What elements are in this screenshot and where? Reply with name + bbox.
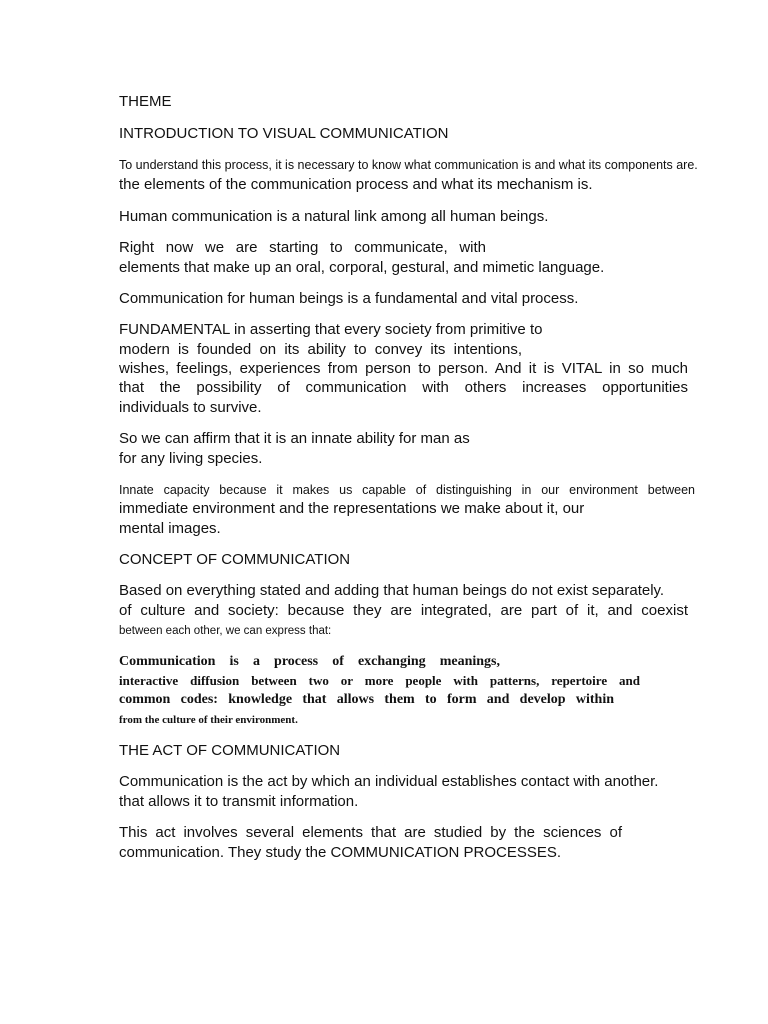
paragraph-line: Communication for human beings is a fundamental and vital process. (119, 290, 579, 307)
quote-line: Communication is a process of exchanging meanings, (119, 654, 500, 669)
paragraph-line: for any living species. (119, 450, 263, 467)
paragraph-line: elements that make up an oral, corporal, gestural, and mimetic language. (119, 259, 605, 276)
paragraph-line: Based on everything stated and adding that human beings do not exist separately. (119, 582, 665, 599)
paragraph-line: Communication is the act by which an individual establishes contact with another. (119, 773, 659, 790)
paragraph-line: To understand this process, it is necessary to know what communication is and what its components are. (119, 158, 698, 172)
paragraph-line: Right now we are starting to communicate, with (119, 239, 486, 256)
document-title: INTRODUCTION TO VISUAL COMMUNICATION (119, 125, 449, 142)
paragraph-line: communication. They study the COMMUNICATION PROCESSES. (119, 844, 562, 861)
theme-label: THEME (119, 93, 172, 110)
paragraph-line: So we can affirm that it is an innate ability for man as (119, 430, 470, 447)
paragraph-line: Human communication is a natural link among all human beings. (119, 208, 549, 225)
paragraph-line: that the possibility of communication with others increases opportunities (119, 379, 688, 396)
paragraph-line: wishes, feelings, experiences from person to person. And it is VITAL in so much (119, 360, 688, 377)
paragraph-line: mental images. (119, 520, 221, 537)
paragraph-line: modern is founded on its ability to convey its intentions, (119, 341, 522, 358)
paragraph-line: This act involves several elements that are studied by the sciences of (119, 824, 622, 841)
section-heading: THE ACT OF COMMUNICATION (119, 742, 341, 759)
paragraph-line: between each other, we can express that: (119, 625, 332, 637)
paragraph-line: FUNDAMENTAL in asserting that every society from primitive to (119, 321, 543, 338)
paragraph-line: individuals to survive. (119, 399, 262, 416)
paragraph-line: that allows it to transmit information. (119, 793, 359, 810)
paragraph-line: of culture and society: because they are integrated, are part of it, and coexist (119, 602, 688, 619)
quote-line: from the culture of their environment. (119, 714, 298, 726)
quote-line: interactive diffusion between two or more people with patterns, repertoire and (119, 673, 640, 688)
paragraph-line: immediate environment and the representations we make about it, our (119, 500, 585, 517)
paragraph-line: the elements of the communication process and what its mechanism is. (119, 176, 593, 193)
quote-line: common codes: knowledge that allows them to form and develop within (119, 692, 614, 707)
paragraph-line: Innate capacity because it makes us capable of distinguishing in our environment between (119, 483, 695, 497)
section-heading: CONCEPT OF COMMUNICATION (119, 551, 351, 568)
